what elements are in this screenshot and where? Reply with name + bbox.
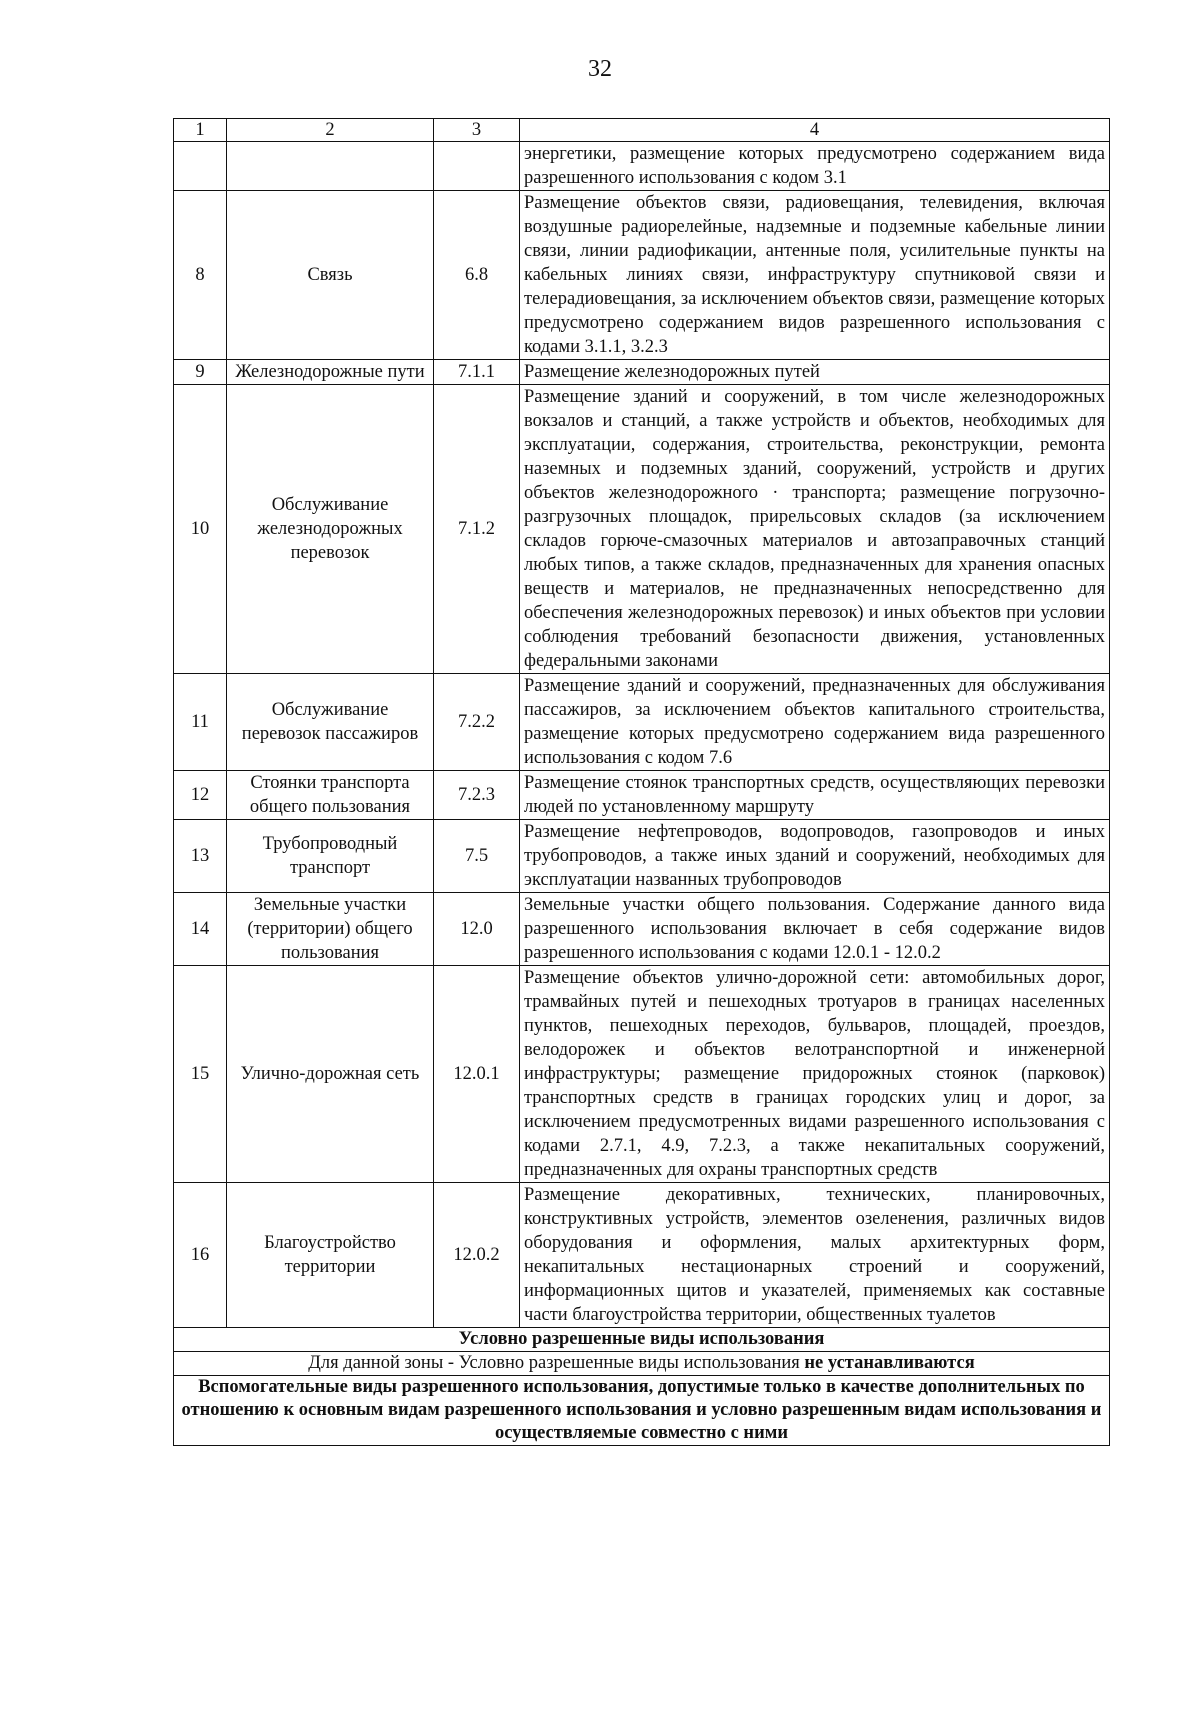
use-type-code: 7.1.1: [434, 360, 520, 385]
table-header-row: [174, 119, 1110, 142]
use-type-code: 12.0.1: [434, 966, 520, 1183]
row-number: 8: [174, 191, 227, 360]
row-number: [174, 142, 227, 191]
use-type-name: [227, 142, 434, 191]
table-row: [174, 966, 1110, 1183]
use-type-code: 7.2.3: [434, 771, 520, 820]
table-row: [174, 142, 1110, 191]
column-header: 2: [227, 119, 434, 142]
use-type-name: Благоустройство территории: [227, 1183, 434, 1328]
use-type-description: Размещение стоянок транспортных средств, осуществляющих перевозки людей по установленному маршруту: [520, 771, 1110, 820]
section-heading-row: [174, 1328, 1110, 1352]
column-header: 4: [520, 119, 1110, 142]
column-header: 1: [174, 119, 227, 142]
use-type-description: Земельные участки общего пользования. Содержание данного вида разрешенного использования включает в себя содержание видов разрешенного использования с кодами 12.0.1 - 12.0.2: [520, 893, 1110, 966]
use-type-description: Размещение нефтепроводов, водопроводов, газопроводов и иных трубопроводов, а также иных зданий и сооружений, необходимых для эксплуатации названных трубопроводов: [520, 820, 1110, 893]
use-type-description: Размещение зданий и сооружений, предназначенных для обслуживания пассажиров, за исключением объектов капитального строительства, размещение которых предусмотрено содержанием вида разрешенного использования с кодом 7.6: [520, 674, 1110, 771]
table-row: [174, 1183, 1110, 1328]
use-type-description: Размещение объектов улично-дорожной сети: автомобильных дорог, трамвайных путей и пешеходных тротуаров в границах населенных пунктов, пешеходных переходов, бульваров, площадей, проездов, велодорожек и объектов велотранспортной и инженерной инфраструктуры; размещение придорожных стоянок (парковок) транспортных средств в границах городских улиц и дорог, за исключением предусмотренных видами разрешенного использования с кодами 2.7.1, 4.9, 7.2.3, а также некапитальных сооружений, предназначенных для охраны транспортных средств: [520, 966, 1110, 1183]
row-number: 10: [174, 385, 227, 674]
table-row: [174, 360, 1110, 385]
row-number: 11: [174, 674, 227, 771]
use-type-name: Земельные участки (территории) общего пользования: [227, 893, 434, 966]
use-type-description: Размещение декоративных, технических, планировочных, конструктивных устройств, элементов озеленения, различных видов оборудования и оформления, малых архитектурных форм, некапитальных нестационарных строений и сооружений, информационных щитов и указателей, применяемых как составные части благоустройства территории, общественных туалетов: [520, 1183, 1110, 1328]
land-use-table: [173, 118, 1110, 1446]
use-type-description: Размещение объектов связи, радиовещания, телевидения, включая воздушные радиорелейные, надземные и подземные кабельные линии связи, линии радиофикации, антенные поля, усилительные пункты на кабельных линиях связи, инфраструктуру спутниковой связи и телерадиовещания, за исключением объектов связи, размещение которых предусмотрено содержанием видов разрешенного использования с кодами 3.1.1, 3.2.3: [520, 191, 1110, 360]
conditional-note-prefix: Для данной зоны - Условно разрешенные виды использования: [308, 1353, 800, 1373]
use-type-name: Железнодорожные пути: [227, 360, 434, 385]
row-number: 12: [174, 771, 227, 820]
row-number: 9: [174, 360, 227, 385]
table-row: [174, 191, 1110, 360]
use-type-code: 7.2.2: [434, 674, 520, 771]
conditional-uses-heading: Условно разрешенные виды использования: [174, 1328, 1110, 1352]
use-type-code: 6.8: [434, 191, 520, 360]
use-type-name: Связь: [227, 191, 434, 360]
row-number: 13: [174, 820, 227, 893]
use-type-name: Обслуживание железнодорожных перевозок: [227, 385, 434, 674]
table-row: [174, 771, 1110, 820]
column-header: 3: [434, 119, 520, 142]
row-number: 15: [174, 966, 227, 1183]
use-type-name: Трубопроводный транспорт: [227, 820, 434, 893]
section-heading-row: [174, 1376, 1110, 1446]
use-type-code: [434, 142, 520, 191]
use-type-name: Стоянки транспорта общего пользования: [227, 771, 434, 820]
use-type-description: энергетики, размещение которых предусмотрено содержанием вида разрешенного использования с кодом 3.1: [520, 142, 1110, 191]
row-number: 14: [174, 893, 227, 966]
use-type-name: Улично-дорожная сеть: [227, 966, 434, 1183]
use-type-name: Обслуживание перевозок пассажиров: [227, 674, 434, 771]
row-number: 16: [174, 1183, 227, 1328]
use-type-description: Размещение железнодорожных путей: [520, 360, 1110, 385]
conditional-note-suffix: не устанавливаются: [804, 1353, 975, 1373]
use-type-code: 7.1.2: [434, 385, 520, 674]
page-number: 32: [588, 56, 612, 82]
conditional-uses-note: [174, 1352, 1110, 1376]
use-type-code: 12.0.2: [434, 1183, 520, 1328]
table-row: [174, 674, 1110, 771]
use-type-code: 7.5: [434, 820, 520, 893]
use-type-code: 12.0: [434, 893, 520, 966]
table-row: [174, 820, 1110, 893]
table-row: [174, 385, 1110, 674]
auxiliary-uses-heading: Вспомогательные виды разрешенного использования, допустимые только в качестве дополнительных по отношению к основным видам разрешенного использования и условно разрешенным видам использования и осуществляемые совместно с ними: [174, 1376, 1110, 1446]
table-row: [174, 893, 1110, 966]
use-type-description: Размещение зданий и сооружений, в том числе железнодорожных вокзалов и станций, а также устройств и объектов, необходимых для эксплуатации, содержания, строительства, реконструкции, ремонта наземных и подземных зданий, сооружений, устройств и других объектов железнодорожного · транспорта; размещение погрузочно-разгрузочных площадок, прирельсовых складов (за исключением складов горюче-смазочных материалов и автозаправочных станций любых типов, а также складов, предназначенных для хранения опасных веществ и материалов, не предназначенных непосредственно для обеспечения железнодорожных перевозок) и иных объектов при условии соблюдения требований безопасности движения, установленных федеральными законами: [520, 385, 1110, 674]
section-note-row: [174, 1352, 1110, 1376]
